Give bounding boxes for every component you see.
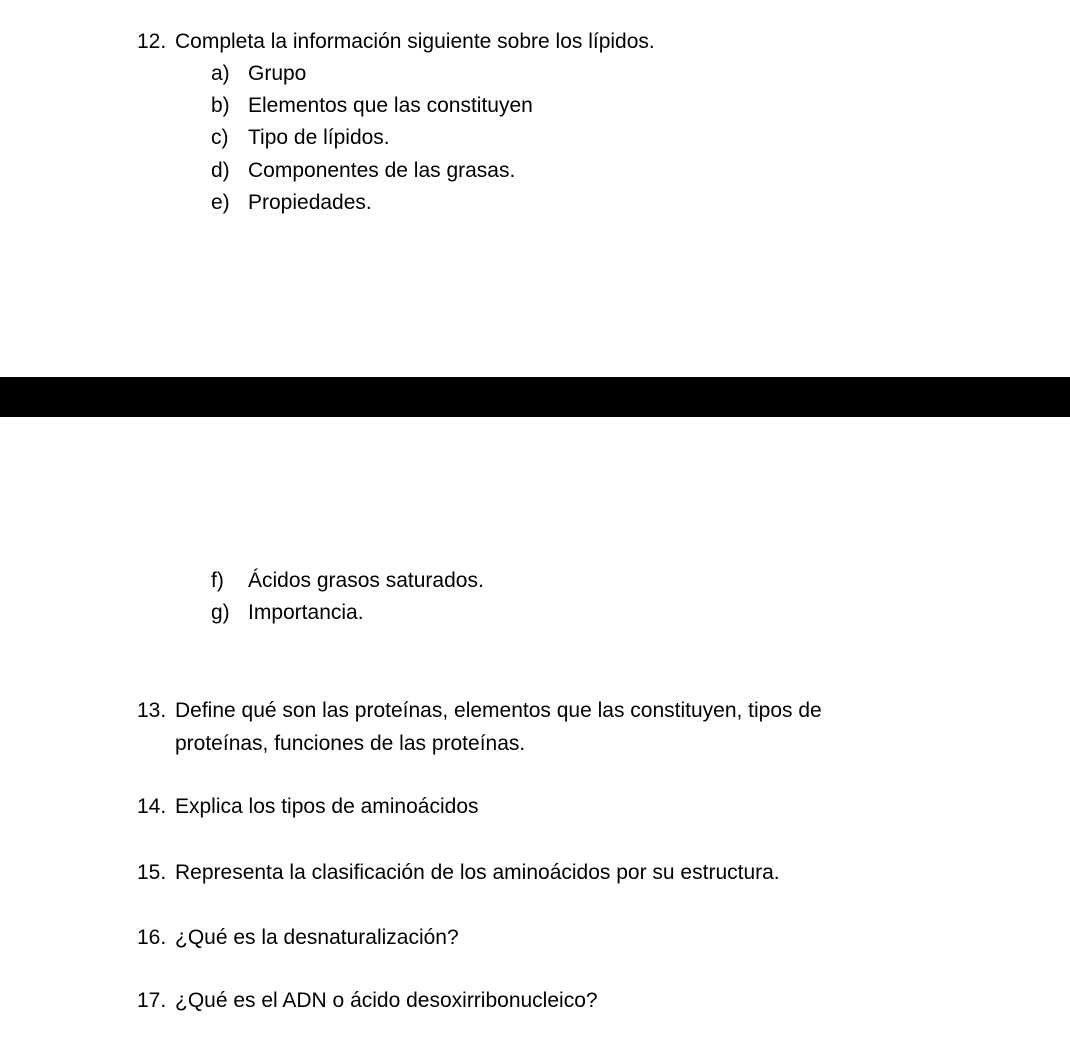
item-f-letter: f) (211, 569, 224, 592)
question-15-number: 15. (137, 861, 167, 884)
question-12-text: Completa la información siguiente sobre los lípidos. (175, 30, 655, 53)
question-17-number: 17. (137, 989, 167, 1012)
question-13-line-1: Define qué son las proteínas, elementos que las constituyen, tipos de (175, 699, 822, 722)
item-b-text: Elementos que las constituyen (248, 94, 533, 117)
question-15-text: Representa la clasificación de los aminoácidos por su estructura. (175, 861, 780, 884)
item-a-text: Grupo (248, 62, 307, 85)
item-b-letter: b) (211, 94, 230, 117)
item-g-letter: g) (211, 601, 230, 624)
question-16-text: ¿Qué es la desnaturalización? (175, 926, 459, 949)
question-12-number: 12. (137, 30, 167, 53)
question-13-line-2: proteínas, funciones de las proteínas. (175, 732, 526, 755)
item-f-text: Ácidos grasos saturados. (248, 569, 484, 592)
item-e-letter: e) (211, 191, 230, 214)
question-16-number: 16. (137, 926, 167, 949)
redaction-bar (0, 377, 1070, 417)
question-17-text: ¿Qué es el ADN o ácido desoxirribonucleico? (175, 989, 598, 1012)
question-14-text: Explica los tipos de aminoácidos (175, 795, 479, 818)
question-14-number: 14. (137, 795, 167, 818)
item-c-letter: c) (211, 126, 229, 149)
item-a-letter: a) (211, 62, 230, 85)
item-e-text: Propiedades. (248, 191, 372, 214)
item-c-text: Tipo de lípidos. (248, 126, 390, 149)
item-d-letter: d) (211, 159, 230, 182)
question-13-number: 13. (137, 699, 167, 722)
item-g-text: Importancia. (248, 601, 364, 624)
item-d-text: Componentes de las grasas. (248, 159, 516, 182)
